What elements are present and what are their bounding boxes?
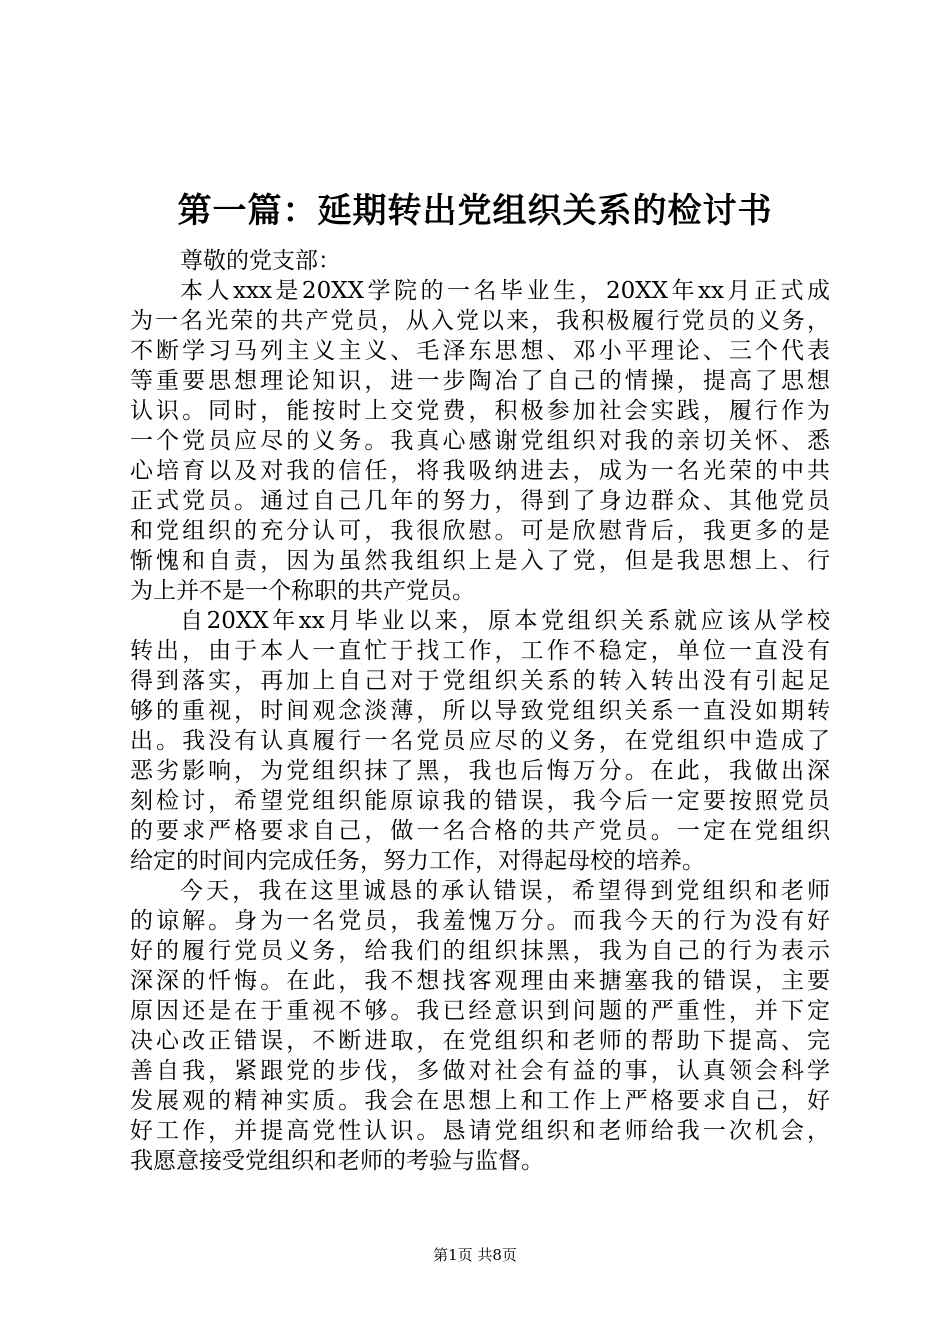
paragraph-line: 恶劣影响，为党组织抹了黑，我也后悔万分。在此，我做出深 <box>130 758 830 784</box>
paragraph-line: 自20XX年xx月毕业以来，原本党组织关系就应该从学校 <box>180 608 830 634</box>
page-footer: 第1页 共8页 <box>433 1246 517 1264</box>
paragraph-line: 惭愧和自责，因为虽然我组织上是入了党，但是我思想上、行 <box>130 548 830 574</box>
paragraph-line: 正式党员。通过自己几年的努力，得到了身边群众、其他党员 <box>130 488 830 514</box>
paragraph-line: 和党组织的充分认可，我很欣慰。可是欣慰背后，我更多的是 <box>130 518 830 544</box>
paragraph-line: 好工作，并提高党性认识。恳请党组织和老师给我一次机会， <box>130 1118 830 1144</box>
paragraph-line: 心培育以及对我的信任，将我吸纳进去，成为一名光荣的中共 <box>130 458 830 484</box>
paragraph-line: 等重要思想理论知识，进一步陶冶了自己的情操，提高了思想 <box>130 368 830 394</box>
paragraph-line: 本人xxx是20XX学院的一名毕业生，20XX年xx月正式成 <box>180 278 830 304</box>
paragraph-line: 决心改正错误，不断进取，在党组织和老师的帮助下提高、完 <box>130 1028 830 1054</box>
paragraph-line: 善自我，紧跟党的步伐，多做对社会有益的事，认真领会科学 <box>130 1058 830 1084</box>
paragraph-line: 出。我没有认真履行一名党员应尽的义务，在党组织中造成了 <box>130 728 830 754</box>
paragraph-line: 转出，由于本人一直忙于找工作，工作不稳定，单位一直没有 <box>130 638 830 664</box>
paragraph-line: 的要求严格要求自己，做一名合格的共产党员。一定在党组织 <box>130 818 830 844</box>
salutation: 尊敬的党支部： <box>180 248 341 274</box>
paragraph-line: 原因还是在于重视不够。我已经意识到问题的严重性，并下定 <box>130 998 830 1024</box>
paragraph-line: 深深的忏悔。在此，我不想找客观理由来搪塞我的错误，主要 <box>130 968 830 994</box>
paragraph-line: 得到落实，再加上自己对于党组织关系的转入转出没有引起足 <box>130 668 830 694</box>
paragraph-line: 今天，我在这里诚恳的承认错误，希望得到党组织和老师 <box>180 878 830 904</box>
paragraphs-container <box>130 276 830 1176</box>
paragraph-line: 不断学习马列主义主义、毛泽东思想、邓小平理论、三个代表 <box>130 338 830 364</box>
paragraph-line: 为一名光荣的共产党员，从入党以来，我积极履行党员的义务， <box>130 308 830 334</box>
body-paragraph <box>130 876 830 1176</box>
paragraph-line: 的谅解。身为一名党员，我羞愧万分。而我今天的行为没有好 <box>130 908 830 934</box>
paragraph-line: 为上并不是一个称职的共产党员。 <box>130 578 475 604</box>
paragraph-line: 发展观的精神实质。我会在思想上和工作上严格要求自己，好 <box>130 1088 830 1114</box>
paragraph-line: 够的重视，时间观念淡薄，所以导致党组织关系一直没如期转 <box>130 698 830 724</box>
paragraph-line: 我愿意接受党组织和老师的考验与监督。 <box>130 1148 544 1174</box>
document-body <box>130 246 830 1176</box>
paragraph-line: 给定的时间内完成任务，努力工作，对得起母校的培养。 <box>130 848 705 874</box>
body-paragraph <box>130 276 830 606</box>
paragraph-line: 认识。同时，能按时上交党费，积极参加社会实践，履行作为 <box>130 398 830 424</box>
paragraph-line: 好的履行党员义务，给我们的组织抹黑，我为自己的行为表示 <box>130 938 830 964</box>
paragraph-line: 一个党员应尽的义务。我真心感谢党组织对我的亲切关怀、悉 <box>130 428 830 454</box>
document-title: 第一篇：延期转出党组织关系的检讨书 <box>177 191 773 231</box>
body-paragraph <box>130 606 830 876</box>
paragraph-line: 刻检讨，希望党组织能原谅我的错误，我今后一定要按照党员 <box>130 788 830 814</box>
